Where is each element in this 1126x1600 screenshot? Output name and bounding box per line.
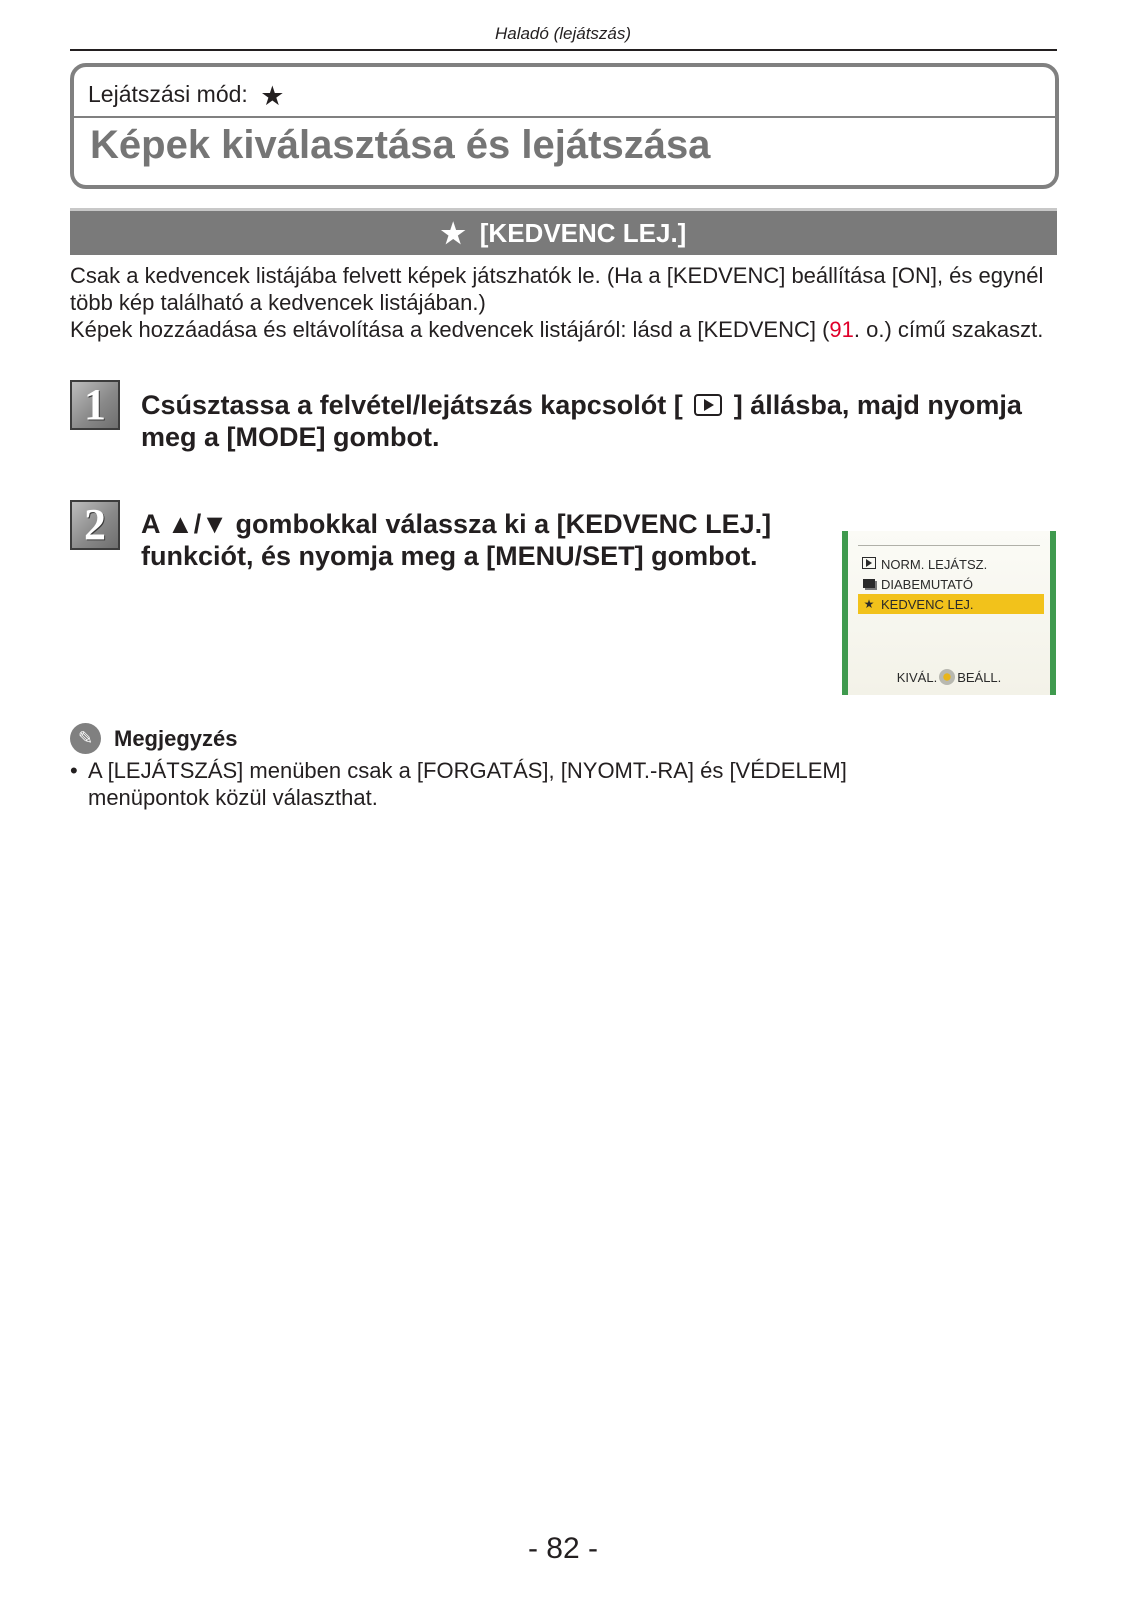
step-1-text-end: ] állásba, majd nyomja meg a [MODE] gombot.	[141, 390, 1022, 452]
menu-item-label: NORM. LEJÁTSZ.	[881, 556, 988, 572]
playback-icon	[694, 394, 722, 416]
bullet: •	[70, 758, 78, 783]
note-line-2: menüpontok közül választhat.	[88, 785, 378, 810]
screen-footer	[848, 669, 1050, 685]
step-2-number: 2	[70, 500, 120, 550]
intro-paragraph-1: Csak a kedvencek listájába felvett képek játszhatók le. (Ha a [KEDVENC] beállítása [ON], és egynél több kép található a kedvencek listájában.)	[70, 263, 1044, 315]
section-header	[70, 208, 1057, 255]
select-hint: KIVÁL.	[896, 669, 938, 685]
header-rule	[70, 49, 1057, 51]
note-title: Megjegyzés	[114, 726, 238, 751]
page-title: Képek kiválasztása és lejátszása	[90, 123, 711, 167]
title-divider	[74, 116, 1055, 118]
slideshow-icon	[862, 577, 876, 591]
menu-item-slideshow[interactable]	[858, 574, 1044, 594]
intro-paragraph-2	[70, 316, 1060, 343]
note-body	[70, 757, 990, 811]
joystick-icon	[939, 669, 955, 685]
camera-menu-screen	[842, 531, 1056, 695]
intro-paragraph-2-end: . o.) című szakaszt.	[853, 317, 1044, 342]
step-1-text-start: Csúsztassa a felvétel/lejátszás kapcsolót [	[141, 390, 683, 420]
play-icon	[862, 557, 876, 572]
star-icon: ★	[863, 597, 875, 611]
intro-paragraph-2-start: Képek hozzáadása és eltávolítása a kedvencek listájáról: lásd a [KEDVENC] (	[70, 317, 830, 342]
running-header: Haladó (lejátszás)	[494, 24, 632, 43]
menu-item-normal-playback[interactable]	[858, 554, 1044, 574]
menu-item-favorite-playback[interactable]	[858, 594, 1044, 614]
intro-text	[70, 262, 1060, 343]
step-1-number: 1	[70, 380, 120, 430]
step-2-text	[141, 508, 821, 572]
playback-mode-line	[88, 81, 284, 112]
page-reference-link[interactable]: 91	[829, 317, 854, 342]
set-hint: BEÁLL.	[957, 669, 1002, 685]
playback-mode-label: Lejátszási mód:	[88, 81, 248, 107]
note-line-1: A [LEJÁTSZÁS] menüben csak a [FORGATÁS], [NYOMT.-RA] és [VÉDELEM]	[88, 758, 847, 783]
screen-top-rule	[858, 545, 1040, 546]
step-2-line-2: funkciót, és nyomja meg a [MENU/SET] gombot.	[141, 541, 758, 571]
step-1-text	[141, 389, 1041, 453]
star-icon: ★	[440, 217, 466, 249]
section-title: [KEDVENC LEJ.]	[479, 217, 687, 248]
title-box	[70, 63, 1059, 189]
menu-item-label: KEDVENC LEJ.	[881, 596, 974, 612]
pencil-icon: ✎	[70, 723, 101, 754]
step-2-line-1: A ▲/▼ gombokkal válassza ki a [KEDVENC LEJ.]	[141, 509, 772, 539]
menu-item-label: DIABEMUTATÓ	[881, 576, 973, 592]
page-number: - 82 -	[527, 1532, 599, 1565]
star-icon: ★	[260, 81, 285, 111]
